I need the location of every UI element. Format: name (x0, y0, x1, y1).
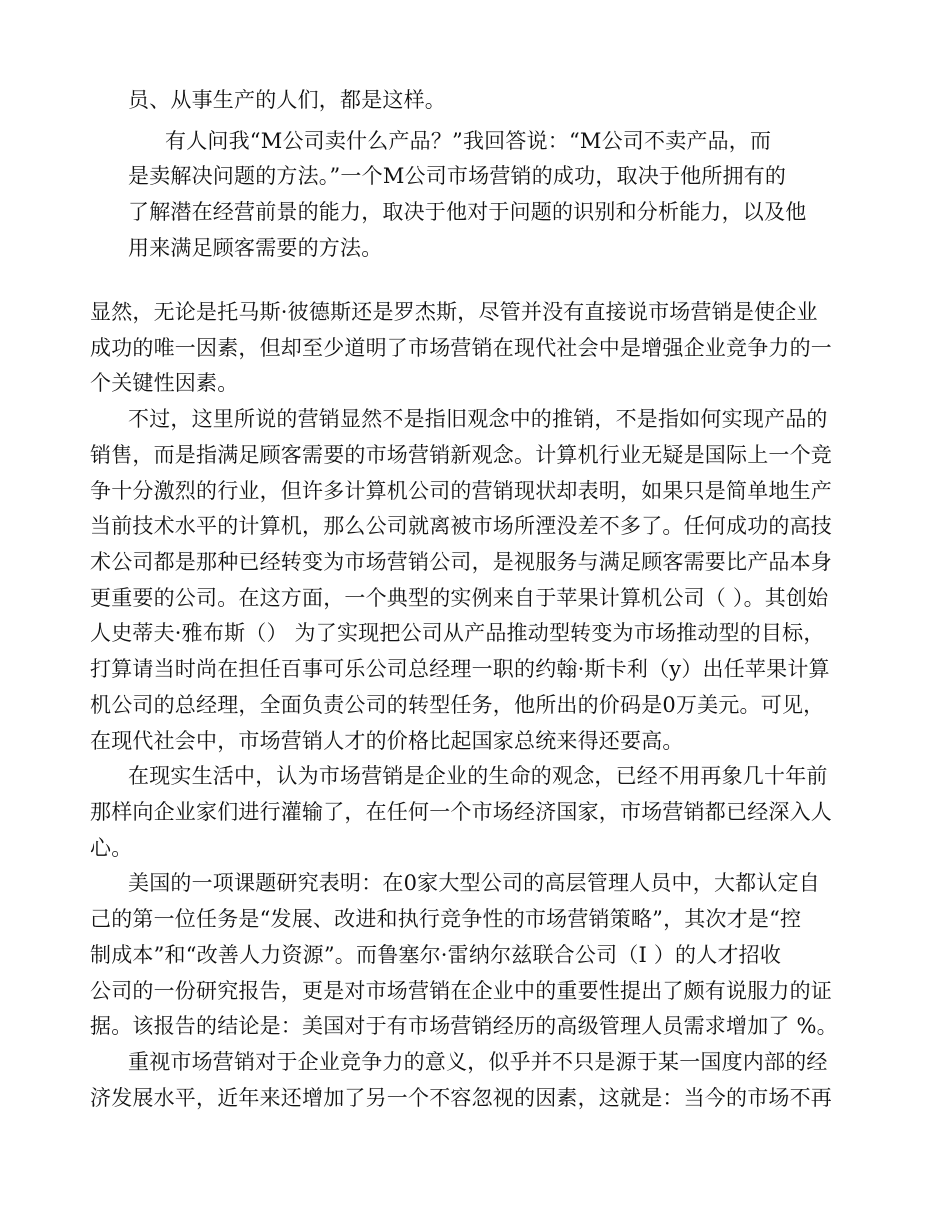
body-line: 销售，而是指满足顾客需要的市场营销新观念。计算机行业无疑是国际上一个竞 (90, 443, 832, 467)
quote-line: 员、从事生产的人们，都是这样。 (128, 88, 446, 112)
quote-line: 了解潜在经营前景的能力，取决于他对于问题的识别和分析能力，以及他 (128, 200, 807, 224)
body-line: 不过，这里所说的营销显然不是指旧观念中的推销，不是指如何实现产品的 (128, 407, 828, 431)
body-line: 在现实生活中，认为市场营销是企业的生命的观念，已经不用再象几十年前 (128, 764, 828, 788)
body-line: 打算请当时尚在担任百事可乐公司总经理一职的约翰·斯卡利（y）出任苹果计算 (90, 657, 830, 681)
body-line: 济发展水平，近年来还增加了另一个不容忽视的因素，这就是：当今的市场不再 (90, 1086, 832, 1110)
body-line: 制成本”和“改善人力资源”。而鲁塞尔·雷纳尔兹联合公司（I ）的人才招收 (90, 943, 782, 967)
body-line: 更重要的公司。在这方面，一个典型的实例来自于苹果计算机公司（ ）。其创始 (90, 586, 829, 610)
body-line: 心。 (90, 836, 133, 860)
body-line: 那样向企业家们进行灌输了，在任何一个市场经济国家，市场营销都已经深入人 (90, 800, 832, 824)
body-line: 人史蒂夫·雅布斯（） 为了实现把公司从产品推动型转变为市场推动型的目标， (90, 621, 825, 645)
body-line: 争十分激烈的行业，但许多计算机公司的营销现状却表明，如果只是简单地生产 (90, 479, 832, 503)
quote-line: 用来满足顾客需要的方法。 (128, 236, 383, 260)
body-line: 显然，无论是托马斯·彼德斯还是罗杰斯，尽管并没有直接说市场营销是使企业 (90, 300, 818, 324)
body-line: 美国的一项课题研究表明：在0家大型公司的高层管理人员中，大都认定自 (128, 871, 820, 895)
body-line: 机公司的总经理，全面负责公司的转型任务，他所出的价码是0万美元。可见， (90, 693, 825, 717)
body-line: 据。该报告的结论是：美国对于有市场营销经历的高级管理人员需求增加了 %。 (90, 1014, 838, 1038)
body-line: 公司的一份研究报告，更是对市场营销在企业中的重要性提出了颇有说服力的证 (90, 979, 832, 1003)
quote-line: 是卖解决问题的方法。”一个M公司市场营销的成功，取决于他所拥有的 (128, 164, 787, 188)
body-line: 个关键性因素。 (90, 371, 239, 395)
body-line: 成功的唯一因素，但却至少道明了市场营销在现代社会中是增强企业竞争力的一 (90, 336, 832, 360)
body-line: 当前技术水平的计算机，那么公司就离被市场所湮没差不多了。任何成功的高技 (90, 514, 832, 538)
body-line: 重视市场营销对于企业竞争力的意义，似乎并不只是源于某一国度内部的经 (128, 1050, 828, 1074)
body-line: 己的第一位任务是“发展、改进和执行竞争性的市场营销策略”，其次才是“控 (90, 907, 802, 931)
body-line: 术公司都是那种已经转变为市场营销公司，是视服务与满足顾客需要比产品本身 (90, 550, 832, 574)
body-line: 在现代社会中，市场营销人才的价格比起国家总统来得还要高。 (90, 729, 684, 753)
quote-line: 有人问我“M公司卖什么产品？”我回答说：“M公司不卖产品，而 (165, 129, 772, 153)
